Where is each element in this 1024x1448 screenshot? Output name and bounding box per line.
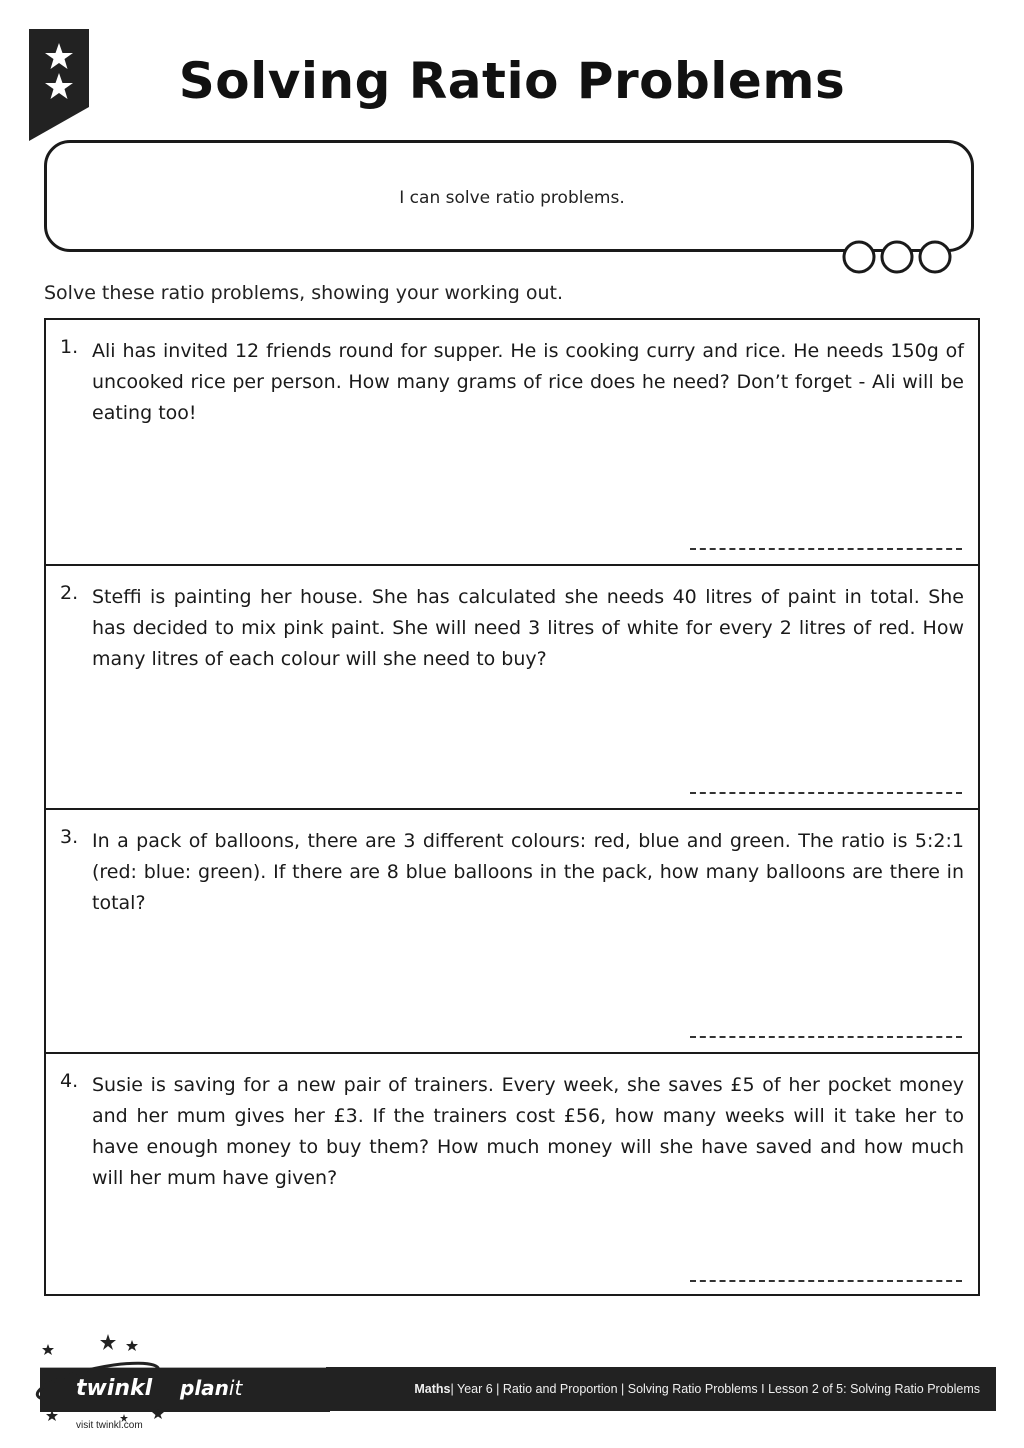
question-row [46,1052,978,1296]
question-text: Susie is saving for a new pair of trainers. Every week, she saves £5 of her pocket money and her mum gives her £3. If the trainers cost £56, how many weeks will it take her to have enough money to buy them? How much money will she have saved and how much will her mum have given? [92,1074,964,1189]
answer-line[interactable] [690,1280,962,1282]
question-row [46,320,978,564]
footer-details: | Year 6 | Ratio and Proportion | Solving Ratio Problems I Lesson 2 of 5: Solving Ratio Problems [450,1382,980,1396]
question-number: 4. [60,1070,79,1092]
answer-line[interactable] [690,548,962,550]
question-text: Steffi is painting her house. She has calculated she needs 40 litres of paint in total. She has decided to mix pink paint. She will need 3 litres of white for every 2 litres of red. How many litres of each colour will she need to buy? [92,586,964,670]
question-number: 2. [60,582,79,604]
visit-link[interactable]: visit twinkl.com [76,1420,143,1431]
page-title: Solving Ratio Problems [178,52,846,110]
question-row [46,564,978,808]
questions-table [44,318,980,1296]
question-row [46,808,978,1052]
question-number: 3. [60,826,79,848]
answer-line[interactable] [690,792,962,794]
objective-text: I can solve ratio problems. [399,188,625,208]
question-number: 1. [60,336,79,358]
question-text: Ali has invited 12 friends round for supper. He is cooking curry and rice. He needs 150g of uncooked rice per person. How many grams of rice does he need? Don’t forget - Ali will be eating too! [92,340,964,424]
circles-icon [840,238,955,278]
answer-line[interactable] [690,1036,962,1038]
instruction: Solve these ratio problems, showing your working out. [44,282,564,304]
planit-wordmark: planit [180,1376,243,1400]
footer-bar [326,1367,996,1411]
question-text: In a pack of balloons, there are 3 different colours: red, blue and green. The ratio is 5:2:1 (red: blue: green). If there are 8 blue balloons in the pack, how many balloons are there in total? [92,830,964,914]
footer-subject: Maths [414,1382,451,1396]
twinkl-wordmark: twinkl [76,1376,153,1401]
